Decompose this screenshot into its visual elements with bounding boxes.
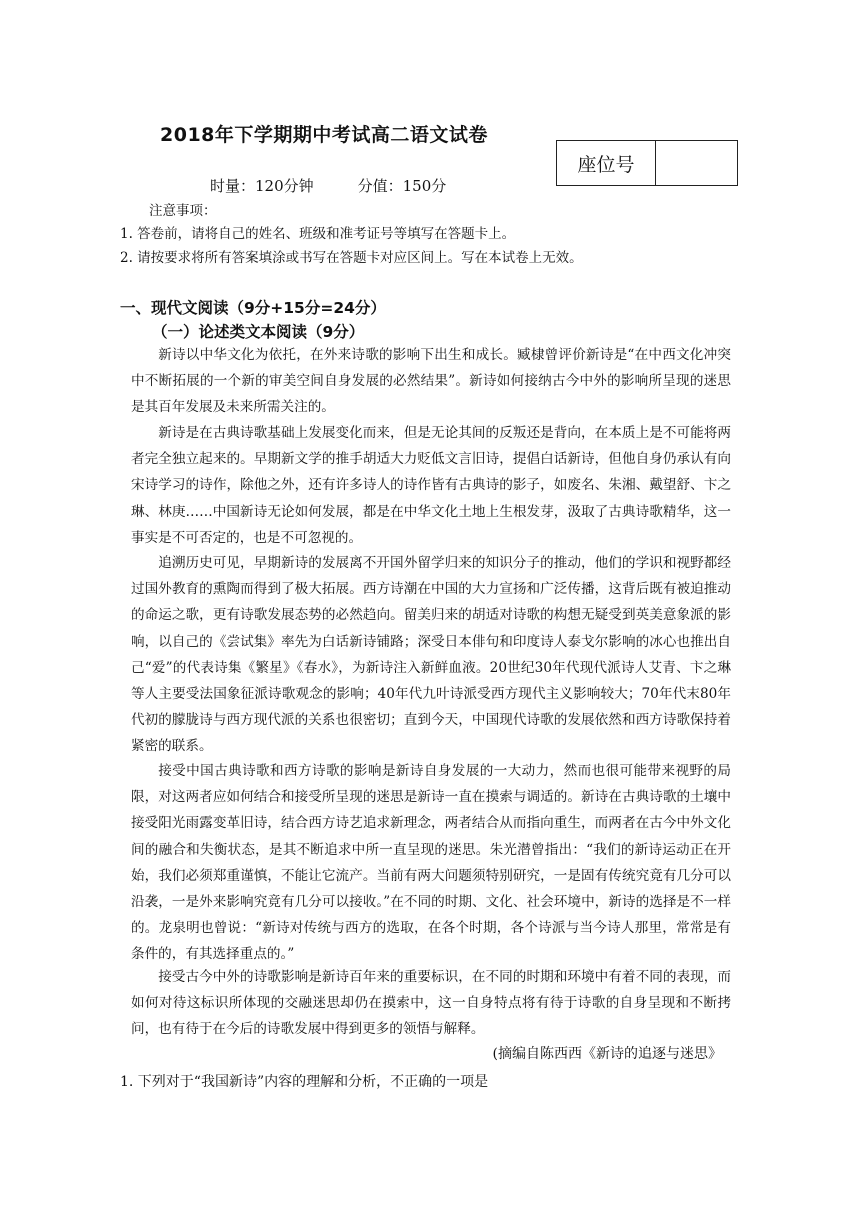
note-item-2: 2. 请按要求将所有答案填涂或书写在答题卡对应区间上。写在本试卷上无效。 [120, 250, 583, 266]
article-paragraph-1: 新诗以中华文化为依托，在外来诗歌的影响下出生和成长。臧棣曾评价新诗是“在中西文化冲突中不断拓展的一个新的审美空间自身发展的必然结果”。新诗如何接纳古今中外的影响所呈现的迷思是其百年发展及未来所需关注的。 [131, 347, 731, 416]
article-source: (摘编自陈西西《新诗的追逐与迷思》 [492, 1046, 722, 1062]
article-paragraph-3: 追溯历史可见，早期新诗的发展离不开国外留学归来的知识分子的推动，他们的学识和视野都经过国外教育的熏陶而得到了极大拓展。西方诗潮在中国的大力宣扬和广泛传播，这背后既有被迫推动的命运之歌，更有诗歌发展态势的必然趋向。留美归来的胡适对诗歌的构想无疑受到英美意象派的影响，以自己的《尝试集》率先为白话新诗铺路；深受日本俳句和印度诗人泰戈尔影响的冰心也推出自己“爱”的代表诗集《繁星》《春水》，为新诗注入新鲜血液。20世纪30年代现代派诗人艾青、卞之琳等人主要受法国象征派诗歌观念的影响；40年代九叶诗派受西方现代主义影响较大；70年代末80年代初的朦胧诗与西方现代派的关系也很密切；直到今天，中国现代诗歌的发展依然和西方诗歌保持着紧密的联系。 [131, 555, 731, 755]
exam-title: 2018年下学期期中考试高二语文试卷 [160, 124, 488, 146]
exam-meta [210, 175, 446, 196]
exam-time: 时量：120分钟 [210, 177, 314, 195]
question-1: 1. 下列对于“我国新诗”内容的理解和分析，不正确的一项是 [120, 1074, 489, 1090]
article-paragraph-2: 新诗是在古典诗歌基础上发展变化而来，但是无论其间的反叛还是背向，在本质上是不可能将两者完全独立起来的。早期新文学的推手胡适大力贬低文言旧诗，提倡白话新诗，但他自身仍承认有向宋诗学习的诗作，除他之外，还有许多诗人的诗作皆有古典诗的影子，如废名、朱湘、戴望舒、卞之琳、林庚……中国新诗无论如何发展，都是在中华文化土地上生根发芽，汲取了古典诗歌精华，这一事实是不可否定的，也是不可忽视的。 [131, 425, 731, 546]
article-paragraph-4: 接受中国古典诗歌和西方诗歌的影响是新诗自身发展的一大动力，然而也很可能带来视野的局限，对这两者应如何结合和接受所呈现的迷思是新诗一直在摸索与调适的。新诗在古典诗歌的土壤中接受阳光雨露变革旧诗，结合西方诗艺追求新理念，两者结合从而指向重生，而两者在古今中外文化间的融合和失衡状态，是其不断追求中所一直呈现的迷思。朱光潜曾指出：“我们的新诗运动正在开始，我们必须郑重谨慎，不能让它流产。当前有两大问题须特别研究，一是固有传统究竟有几分可以沿袭，一是外来影响究竟有几分可以接收。”在不同的时期、文化、社会环境中，新诗的选择是不一样的。龙泉明也曾说：“新诗对传统与西方的选取，在各个时期，各个诗派与当今诗人那里，常常是有条件的，有其选择重点的。” [131, 763, 731, 963]
notes-title: 注意事项： [149, 203, 217, 219]
seat-number-field [656, 141, 737, 185]
seat-number-box [556, 140, 738, 186]
article-paragraph-5: 接受古今中外的诗歌影响是新诗百年来的重要标识，在不同的时期和环境中有着不同的表现，而如何对待这标识所体现的交融迷思却仍在摸索中，这一自身特点将有待于诗歌的自身呈现和不断拷问，也有待于在今后的诗歌发展中得到更多的领悟与解释。 [131, 969, 731, 1038]
note-item-1: 1. 答卷前，请将自己的姓名、班级和准考证号等填写在答题卡上。 [120, 226, 516, 242]
exam-score: 分值：150分 [357, 177, 447, 195]
subsection-heading: （一）论述类文本阅读（9分） [152, 323, 365, 341]
section-heading: 一、现代文阅读（9分+15分=24分） [120, 299, 386, 317]
seat-number-label: 座位号 [557, 141, 656, 185]
